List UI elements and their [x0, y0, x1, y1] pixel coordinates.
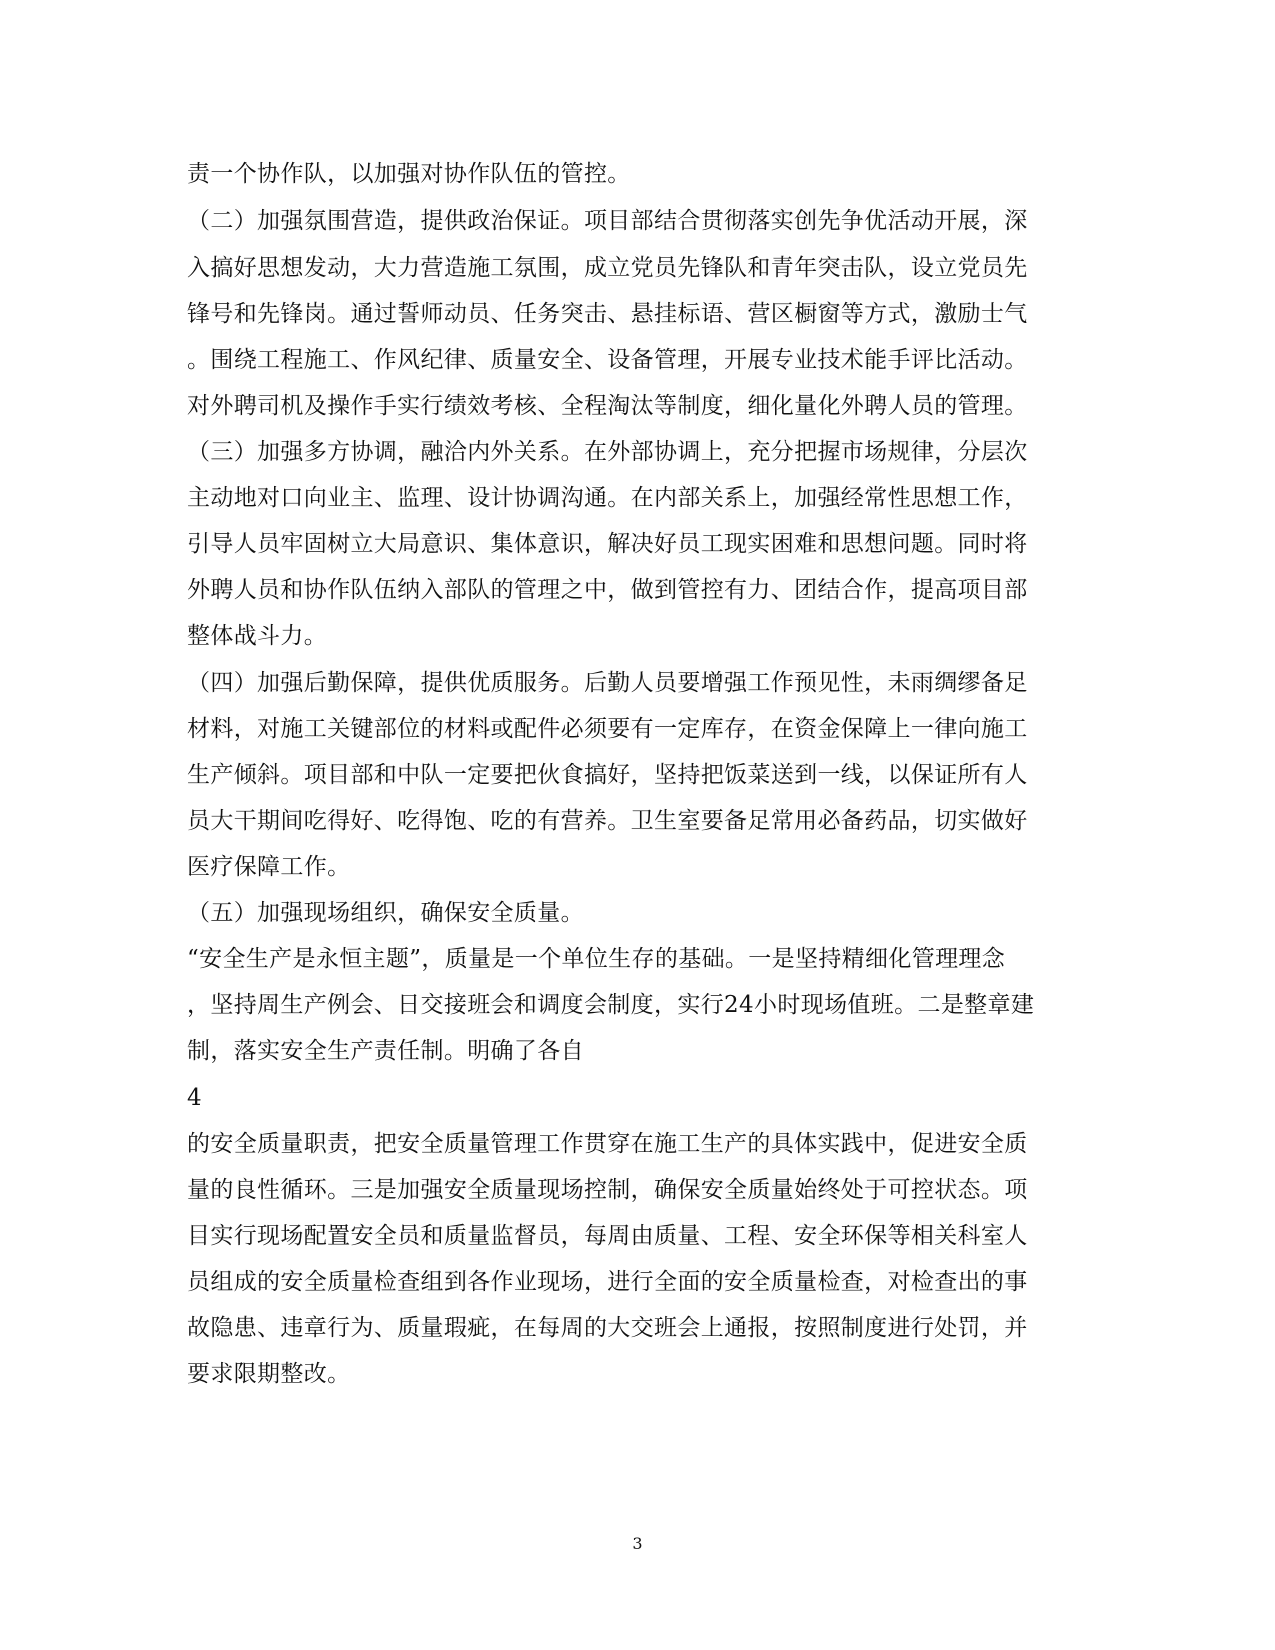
text-line: 。围绕工程施工、作风纪律、质量安全、设备管理，开展专业技术能手评比活动。 — [187, 347, 1028, 373]
text-line: （二）加强氛围营造，提供政治保证。项目部结合贯彻落实创先争优活动开展，深 — [187, 208, 1028, 234]
text-line: ，坚持周生产例会、日交接班会和调度会制度，实行24小时现场值班。二是整章建 — [187, 992, 1035, 1018]
text-line: 整体战斗力。 — [187, 623, 328, 649]
text-line: 员组成的安全质量检查组到各作业现场，进行全面的安全质量检查，对检查出的事 — [187, 1269, 1028, 1295]
text-line: 引导人员牢固树立大局意识、集体意识，解决好员工现实困难和思想问题。同时将 — [187, 531, 1028, 557]
text-line: “安全生产是永恒主题”，质量是一个单位生存的基础。一是坚持精细化管理理念 — [187, 946, 1006, 972]
text-line: 对外聘司机及操作手实行绩效考核、全程淘汰等制度，细化量化外聘人员的管理。 — [187, 393, 1028, 419]
text-line: 主动地对口向业主、监理、设计协调沟通。在内部关系上，加强经常性思想工作， — [187, 485, 1028, 511]
text-line: 要求限期整改。 — [187, 1361, 351, 1387]
text-line: 员大干期间吃得好、吃得饱、吃的有营养。卫生室要备足常用必备药品，切实做好 — [187, 808, 1028, 834]
text-line: （四）加强后勤保障，提供优质服务。后勤人员要增强工作预见性，未雨绸缪备足 — [187, 670, 1028, 696]
text-line: 量的良性循环。三是加强安全质量现场控制，确保安全质量始终处于可控状态。项 — [187, 1177, 1028, 1203]
text-line: 4 — [187, 1085, 202, 1111]
text-line: 责一个协作队，以加强对协作队伍的管控。 — [187, 161, 631, 187]
text-line: 的安全质量职责，把安全质量管理工作贯穿在施工生产的具体实践中，促进安全质 — [187, 1131, 1028, 1157]
text-line: 锋号和先锋岗。通过誓师动员、任务突击、悬挂标语、营区橱窗等方式，激励士气 — [187, 301, 1028, 327]
text-line: 医疗保障工作。 — [187, 854, 351, 880]
text-line: （三）加强多方协调，融洽内外关系。在外部协调上，充分把握市场规律，分层次 — [187, 439, 1028, 465]
text-line: 材料，对施工关键部位的材料或配件必须要有一定库存，在资金保障上一律向施工 — [187, 716, 1028, 742]
text-line: （五）加强现场组织，确保安全质量。 — [187, 900, 584, 926]
text-line: 目实行现场配置安全员和质量监督员，每周由质量、工程、安全环保等相关科室人 — [187, 1223, 1028, 1249]
text-line: 外聘人员和协作队伍纳入部队的管理之中，做到管控有力、团结合作，提高项目部 — [187, 577, 1028, 603]
text-line: 制，落实安全生产责任制。明确了各自 — [187, 1038, 584, 1064]
text-line: 生产倾斜。项目部和中队一定要把伙食搞好，坚持把饭菜送到一线，以保证所有人 — [187, 762, 1028, 788]
page-number: 3 — [632, 1534, 643, 1553]
text-line: 故隐患、违章行为、质量瑕疵，在每周的大交班会上通报，按照制度进行处罚，并 — [187, 1315, 1028, 1341]
text-line: 入搞好思想发动，大力营造施工氛围，成立党员先锋队和青年突击队，设立党员先 — [187, 255, 1028, 281]
